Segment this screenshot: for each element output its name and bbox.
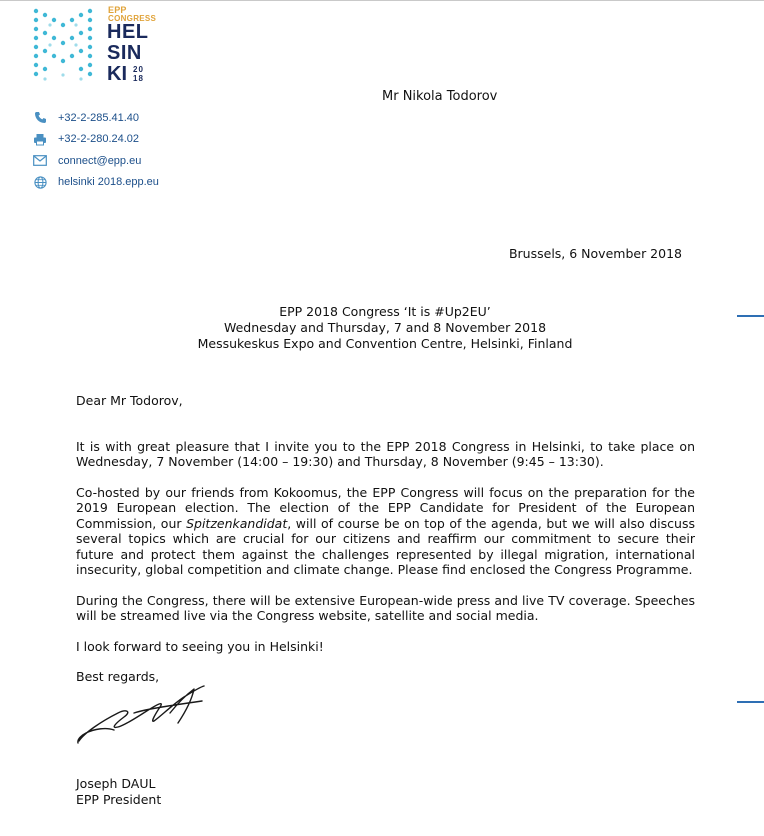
paragraph-agenda-part2: , will of course be on top of the agenda, but we will also discuss several topics which are crucial for our citizens and reaffirm our commitment to secure their future and protect them against the challenges represented by illegal migration, international insecurity, global competition and climate change. Please find enclosed the Congress Programme. [76, 515, 695, 577]
contact-email-link[interactable]: connect@epp.eu [58, 154, 142, 167]
contact-email[interactable] [32, 150, 159, 172]
closing-regards: Best regards, [76, 669, 160, 684]
contact-website-link[interactable]: helsinki 2018.epp.eu [58, 176, 159, 189]
signer-title: EPP President [76, 791, 162, 807]
contact-phone-text: +32-2-285.41.40 [58, 111, 140, 124]
salutation: Dear Mr Todorov, [76, 393, 183, 408]
event-title: EPP 2018 Congress ‘It is #Up2EU’ [279, 304, 491, 319]
logo-epp-text: EPP [108, 5, 127, 15]
fax-icon [32, 132, 48, 146]
margin-fold-mark-bottom [737, 701, 764, 703]
signer-name: Joseph DAUL [76, 776, 156, 791]
event-heading [150, 304, 620, 352]
signer-block [76, 776, 161, 807]
logo-sin-text: SIN [107, 42, 142, 64]
event-venue: Messukeskus Expo and Convention Centre, Helsinki, Finland [197, 336, 573, 351]
paragraph-closing-line: I look forward to seeing you in Helsinki! [76, 638, 324, 654]
contact-fax-text: +32-2-280.24.02 [58, 133, 140, 146]
event-dates: Wednesday and Thursday, 7 and 8 November 2018 [223, 320, 547, 335]
margin-fold-mark-top [737, 315, 764, 317]
top-border [0, 0, 764, 1]
paragraph-agenda-part1: Co-hosted by our friends from Kokoomus, the EPP Congress will focus on the preparation for the 2019 European election. The election of the EPP Candidate for President of the European Commission, our [76, 484, 695, 531]
logo-hel-text: HEL [107, 21, 149, 43]
paragraph-invitation: It is with great pleasure that I invite you to the EPP 2018 Congress in Helsinki, to take place on Wednesday, 7 November (14:00 – 19:30) and Thursday, 8 November (9:45 – 13:30). [76, 438, 695, 469]
logo-year-top: 20 [133, 65, 144, 74]
mail-icon [32, 154, 48, 168]
contact-list [32, 107, 159, 193]
helsinki-dot-logo-icon [30, 5, 102, 85]
contact-phone [32, 107, 159, 129]
paragraph-agenda [76, 485, 695, 578]
globe-icon [32, 175, 48, 189]
logo-congress-text: CONGRESS [108, 14, 157, 23]
handwritten-signature [74, 683, 209, 748]
phone-icon [32, 111, 48, 125]
recipient-name: Mr Nikola Todorov [382, 89, 498, 104]
contact-website[interactable] [32, 172, 159, 194]
paragraph-coverage: During the Congress, there will be extensive European-wide press and live TV coverage. Speeches will be streamed live via the Congress website, satellite and social media. [76, 592, 695, 623]
letter-body [76, 393, 695, 685]
contact-fax [32, 129, 159, 151]
letter-date: Brussels, 6 November 2018 [508, 246, 682, 261]
logo-ki-text: KI [107, 63, 127, 85]
epp-congress-logo [30, 5, 165, 85]
spitzenkandidat-term: Spitzenkandidat [186, 515, 288, 531]
logo-year-bottom: 18 [133, 74, 144, 83]
